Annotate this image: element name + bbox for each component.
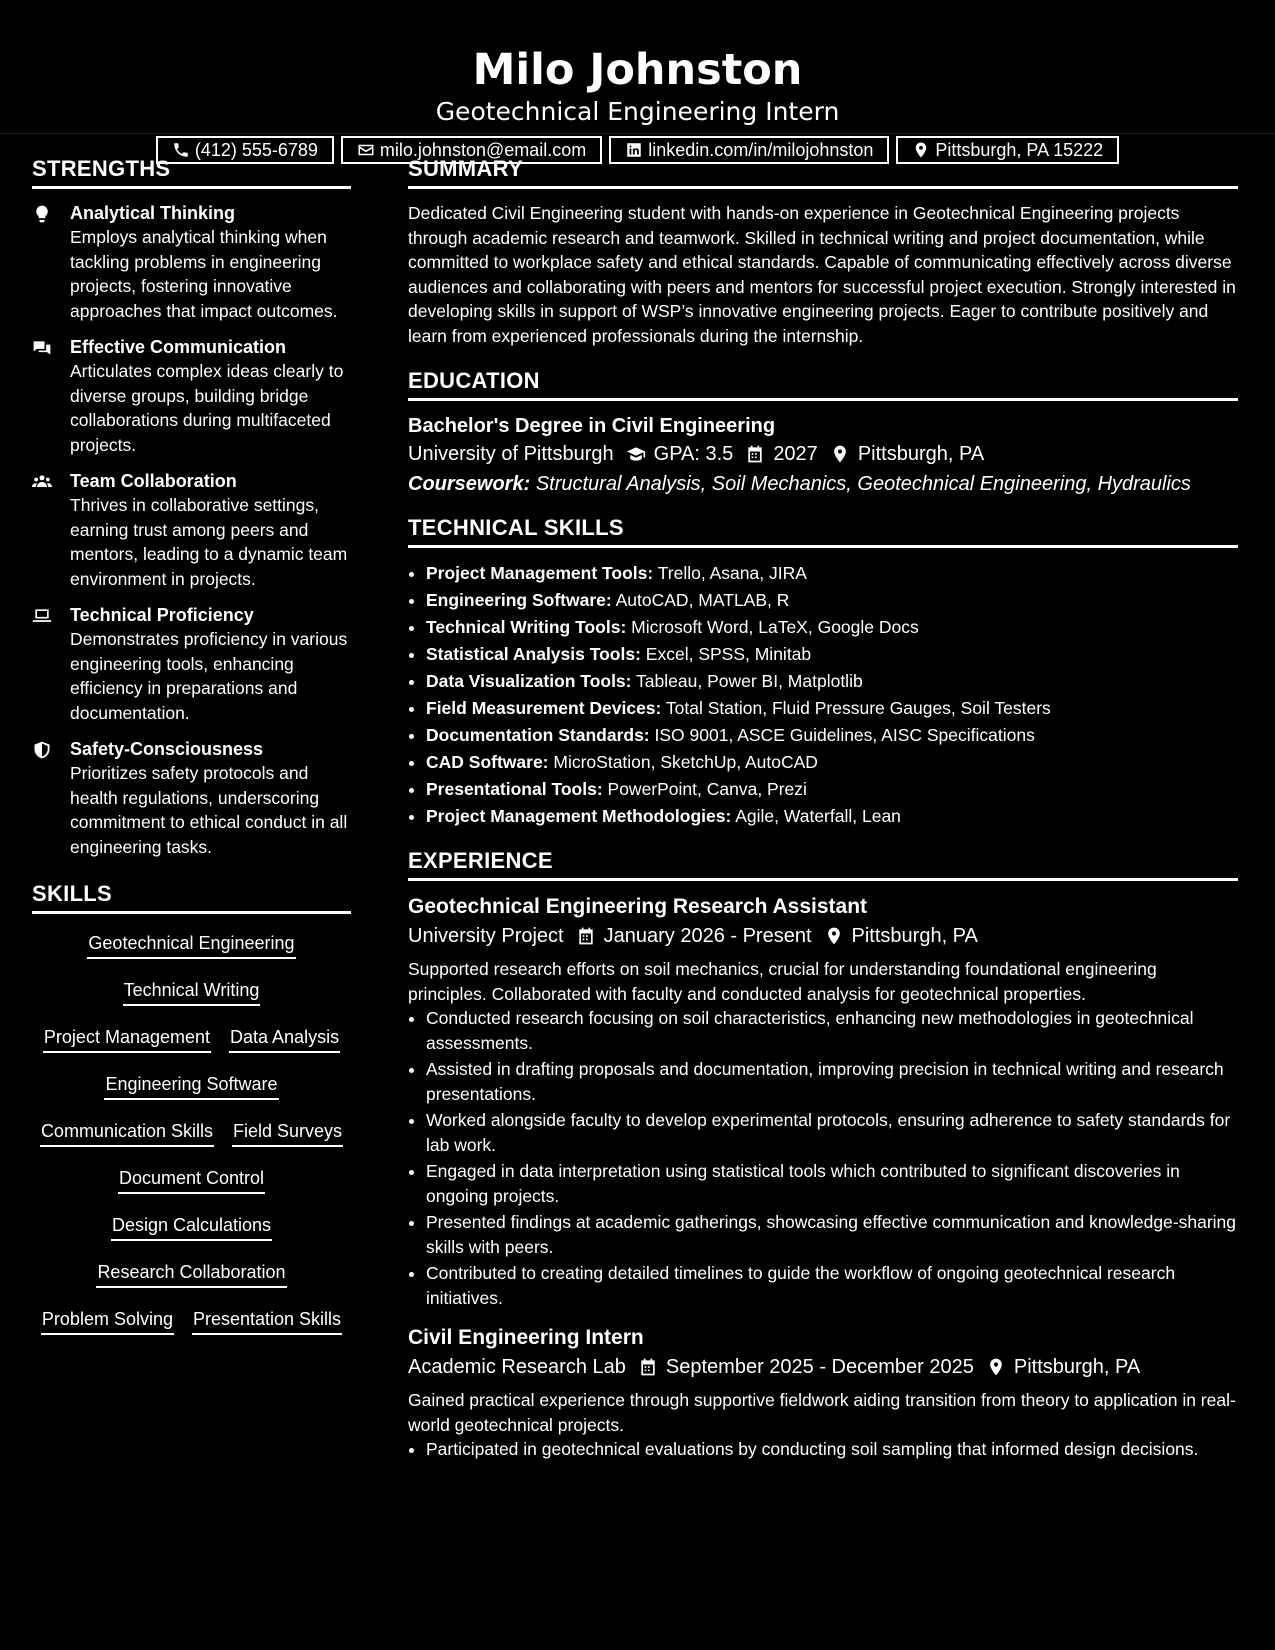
users-icon (32, 472, 52, 492)
job-meta (408, 1352, 1238, 1382)
job-entry (408, 893, 1238, 1310)
tech-skill-value: PowerPoint, Canva, Prezi (607, 779, 807, 799)
school-location: Pittsburgh, PA (857, 443, 985, 465)
job-entry (408, 1324, 1238, 1462)
coursework-list: Structural Analysis, Soil Mechanics, Geotechnical Engineering, Hydraulics (535, 473, 1191, 495)
skill-tag: Engineering Software (104, 1073, 278, 1100)
strength-title: Effective Communication (70, 337, 287, 357)
lightbulb-icon (32, 204, 52, 224)
coursework (408, 469, 1238, 499)
list-item (426, 641, 1238, 668)
skill-tag: Field Surveys (232, 1120, 343, 1147)
left-column (32, 134, 351, 1476)
laptop-icon (32, 606, 52, 626)
skills-list (32, 932, 351, 1335)
list-item (426, 749, 1238, 776)
list-item: • Engaged in data interpretation using statistical tools which contributed to significant discoveries in ongoing projects. (426, 1159, 1238, 1208)
summary-text: Dedicated Civil Engineering student with hands-on experience in Geotechnical Engineering projects through academic research and teamwork. Skilled in technical writing and project documentation, while committed to workplace safety and ethical standards. Capable of communicating effectively across diverse audiences and collaborating with peers and mentors for successful project execution. Strongly interested in developing skills in support of WSP’s innovative engineering projects. Eager to contribute positively and learn from experienced professionals during the internship. (408, 203, 1236, 346)
job-title: Civil Engineering Intern (408, 1326, 644, 1349)
shield-icon (32, 740, 52, 760)
list-item (426, 614, 1238, 641)
right-column (408, 134, 1238, 1476)
tech-skill-value: AutoCAD, MATLAB, R (615, 590, 790, 610)
job-bullets (408, 1437, 1238, 1462)
location-icon (830, 444, 850, 464)
skill-tag: Technical Writing (123, 979, 261, 1006)
tech-skill-label: Technical Writing Tools: (426, 617, 627, 637)
calendar-icon (638, 1357, 658, 1377)
tech-skill-label: Engineering Software: (426, 590, 612, 610)
skills-heading: SKILLS (32, 881, 351, 914)
strength-title: Team Collaboration (70, 471, 237, 491)
education-heading: EDUCATION (408, 368, 1238, 401)
contact-location-text: Pittsburgh, PA 15222 (935, 139, 1104, 160)
job-description: Supported research efforts on soil mechanics, crucial for understanding foundational engineering principles. Collaborated with faculty and conducted analysis for geotechnical properties. (408, 959, 1157, 1004)
gpa: GPA: 3.5 (653, 443, 734, 465)
school-name: University of Pittsburgh (408, 443, 614, 465)
tech-skill-label: CAD Software: (426, 752, 549, 772)
strength-item (32, 201, 351, 323)
strengths-heading: STRENGTHS (32, 156, 351, 189)
strength-item (32, 335, 351, 457)
job-dates: September 2025 - December 2025 (665, 1356, 974, 1378)
strength-desc: Demonstrates proficiency in various engineering tools, enhancing efficiency in preparations and documentation. (70, 629, 348, 723)
location-icon (824, 926, 844, 946)
tech-skill-value: Trello, Asana, JIRA (657, 563, 807, 583)
job-title: Geotechnical Engineering Research Assistant (408, 895, 868, 918)
tech-skill-label: Presentational Tools: (426, 779, 603, 799)
job-org: Academic Research Lab (408, 1356, 626, 1378)
tech-skill-value: Agile, Waterfall, Lean (735, 806, 901, 826)
list-item: • Presented findings at academic gatherings, showcasing effective communication and knowledge-sharing skills with peers. (426, 1210, 1238, 1259)
tech-skill-label: Field Measurement Devices: (426, 698, 662, 718)
list-item: • Conducted research focusing on soil characteristics, enhancing new methodologies in geotechnical assessments. (426, 1006, 1238, 1055)
experience-heading: EXPERIENCE (408, 848, 1238, 881)
strength-item (32, 737, 351, 859)
education-meta (408, 439, 1238, 469)
skill-tag: Communication Skills (40, 1120, 214, 1147)
job-dates: January 2026 - Present (603, 925, 812, 947)
graduation-year: 2027 (773, 443, 818, 465)
tech-skill-value: ISO 9001, ASCE Guidelines, AISC Specifications (654, 725, 1035, 745)
coursework-label: Coursework: (408, 473, 531, 495)
list-item (426, 803, 1238, 830)
list-item (426, 668, 1238, 695)
skill-tag: Document Control (118, 1167, 265, 1194)
strength-desc: Thrives in collaborative settings, earning trust among peers and mentors, leading to a dynamic team environment in projects. (70, 495, 348, 589)
strength-item (32, 469, 351, 591)
skill-tag: Presentation Skills (192, 1308, 342, 1335)
list-item: • Assisted in drafting proposals and documentation, improving precision in technical writing and research presentations. (426, 1057, 1238, 1106)
candidate-name: Milo Johnston (472, 45, 803, 95)
list-item: • Worked alongside faculty to develop experimental protocols, ensuring adherence to safety standards for lab work. (426, 1108, 1238, 1157)
list-item (426, 587, 1238, 614)
list-item: • Contributed to creating detailed timelines to guide the workflow of ongoing geotechnical research initiatives. (426, 1261, 1238, 1310)
job-location: Pittsburgh, PA (1013, 1356, 1141, 1378)
list-item (426, 560, 1238, 587)
resume-body (0, 134, 1275, 1476)
tech-skill-label: Documentation Standards: (426, 725, 650, 745)
list-item (426, 776, 1238, 803)
email-icon (357, 141, 375, 159)
tech-skill-label: Data Visualization Tools: (426, 671, 632, 691)
job-meta (408, 921, 1238, 951)
contact-phone-text: (412) 555-6789 (194, 139, 318, 160)
job-location: Pittsburgh, PA (851, 925, 978, 947)
list-item (426, 695, 1238, 722)
contact-linkedin-text: linkedin.com/in/milojohnston (648, 139, 874, 160)
candidate-title: Geotechnical Engineering Intern (435, 97, 840, 126)
tech-skill-value: MicroStation, SketchUp, AutoCAD (553, 752, 818, 772)
list-item: • Participated in geotechnical evaluations by conducting soil sampling that informed design decisions. (426, 1437, 1238, 1462)
skill-tag: Problem Solving (41, 1308, 174, 1335)
strength-title: Technical Proficiency (70, 605, 254, 625)
skill-tag: Data Analysis (229, 1026, 340, 1053)
list-item (426, 722, 1238, 749)
job-bullets (408, 1006, 1238, 1310)
location-icon (986, 1357, 1006, 1377)
tech-skill-value: Excel, SPSS, Minitab (645, 644, 812, 664)
job-description: Gained practical experience through supportive fieldwork aiding transition from theory to application in real-world geotechnical projects. (408, 1390, 1236, 1435)
skill-tag: Research Collaboration (96, 1261, 286, 1288)
comments-icon (32, 338, 52, 358)
strength-desc: Articulates complex ideas clearly to diverse groups, building bridge collaborations during multifaceted projects. (70, 361, 344, 455)
technical-skills-list (408, 560, 1238, 830)
skill-tag: Geotechnical Engineering (87, 932, 295, 959)
tech-skill-value: Microsoft Word, LaTeX, Google Docs (631, 617, 919, 637)
degree-title: Bachelor's Degree in Civil Engineering (408, 415, 776, 437)
tech-skill-label: Statistical Analysis Tools: (426, 644, 641, 664)
strength-title: Analytical Thinking (70, 203, 236, 223)
summary-heading: SUMMARY (408, 156, 1238, 189)
job-org: University Project (408, 925, 564, 947)
strength-desc: Employs analytical thinking when tackling problems in engineering projects, fostering innovative approaches that impact outcomes. (70, 227, 338, 321)
calendar-icon (745, 444, 765, 464)
tech-skill-label: Project Management Tools: (426, 563, 654, 583)
technical-skills-heading: TECHNICAL SKILLS (408, 515, 1238, 548)
graduation-cap-icon (626, 444, 646, 464)
contact-email-text: milo.johnston@email.com (379, 139, 587, 160)
skill-tag: Project Management (43, 1026, 211, 1053)
calendar-icon (576, 926, 596, 946)
strength-title: Safety-Consciousness (70, 739, 264, 759)
strength-desc: Prioritizes safety protocols and health regulations, underscoring commitment to ethical conduct in all engineering tasks. (70, 763, 348, 857)
tech-skill-label: Project Management Methodologies: (426, 806, 732, 826)
skill-tag: Design Calculations (111, 1214, 272, 1241)
tech-skill-value: Tableau, Power BI, Matplotlib (636, 671, 863, 691)
strength-item (32, 603, 351, 725)
tech-skill-value: Total Station, Fluid Pressure Gauges, Soil Testers (665, 698, 1051, 718)
resume-header (0, 0, 1275, 160)
